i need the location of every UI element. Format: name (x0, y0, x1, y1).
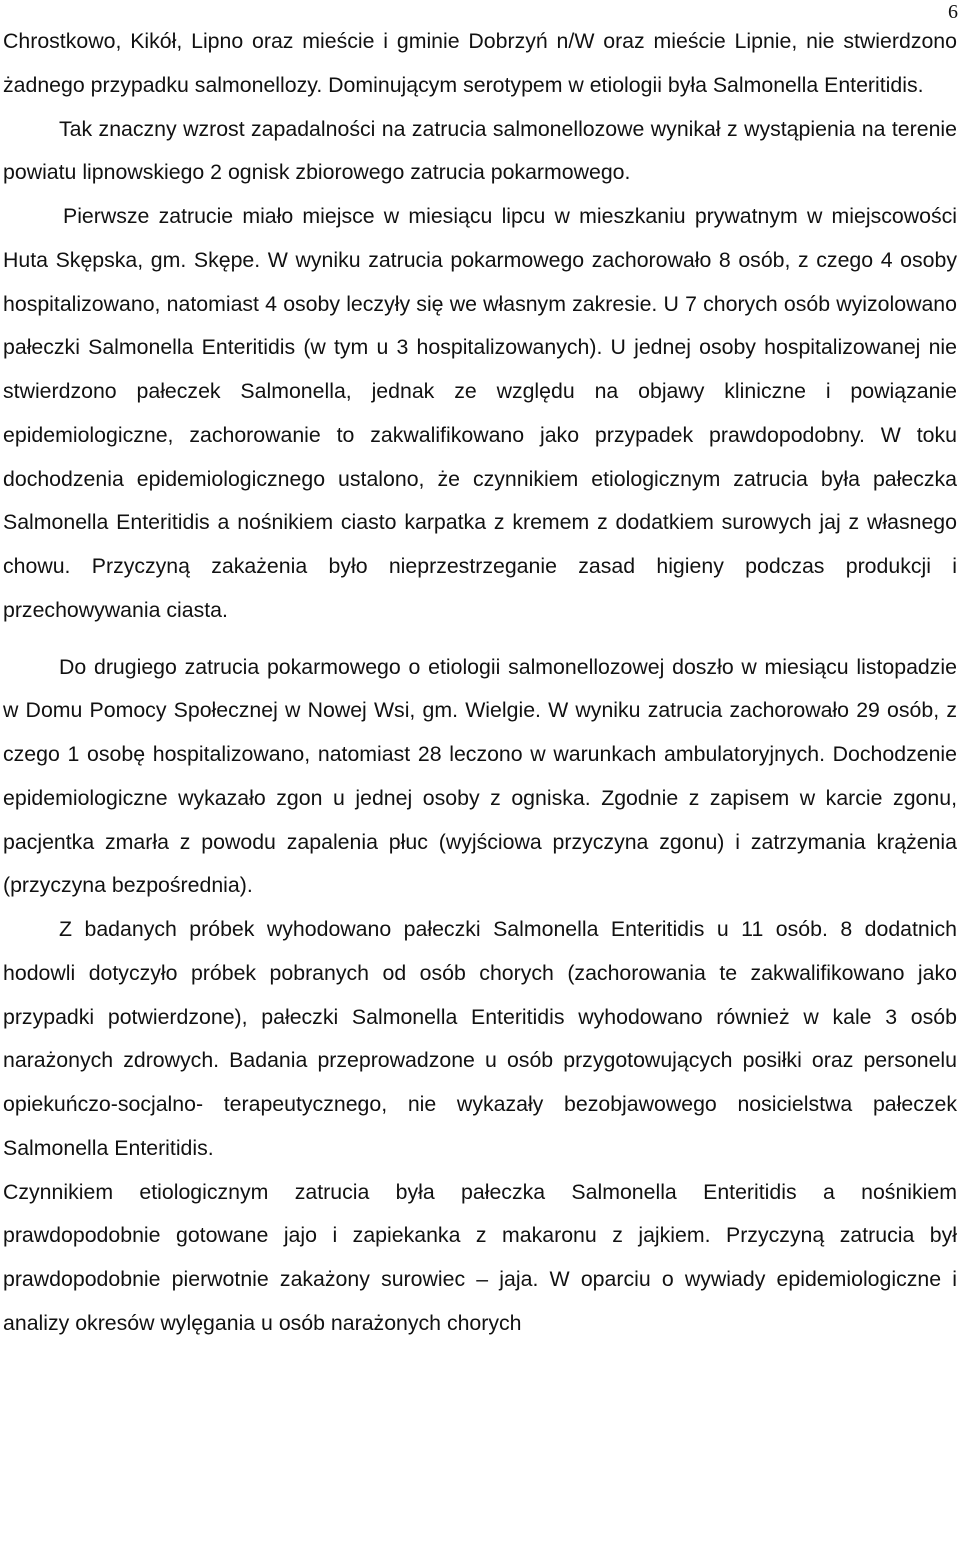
paragraph-1: Chrostkowo, Kikół, Lipno oraz mieście i gminie Dobrzyń n/W oraz mieście Lipnie, nie stwierdzono żadnego przypadku salmonellozy. Dominującym serotypem w etiologii była Salmonella Enteritidis. (3, 29, 957, 97)
document-body (3, 20, 957, 1346)
page-number: 6 (948, 1, 958, 23)
paragraph-2: Tak znaczny wzrost zapadalności na zatrucia salmonellozowe wynikał z wystąpienia na terenie powiatu lipnowskiego 2 ognisk zbiorowego zatrucia pokarmowego. (3, 116, 957, 185)
paragraph-6: Czynnikiem etiologicznym zatrucia była pałeczka Salmonella Enteritidis a nośnikiem prawdopodobnie gotowane jajo i zapiekanka z makaronu z jajkiem. Przyczyną zatrucia był prawdopodobnie pierwotnie zakażony surowiec – jaja. W oparciu o wywiady epidemiologiczne i analizy okresów wylęgania u osób narażonych chorych (3, 1179, 957, 1335)
paragraph-3: Pierwsze zatrucie miało miejsce w miesiącu lipcu w mieszkaniu prywatnym w miejscowości Huta Skępska, gm. Skępe. W wyniku zatrucia pokarmowego zachorowało 8 osób, z czego 4 osoby hospitalizowano, natomiast 4 osoby leczyły się we własnym zakresie. U 7 chorych osób wyizolowano pałeczki Salmonella Enteritidis (w tym u 3 hospitalizowanych). U jednej osoby hospitalizowanej nie stwierdzono pałeczek Salmonella, jednak ze względu na objawy kliniczne i powiązanie epidemiologiczne, zachorowanie to zakwalifikowano jako przypadek prawdopodobny. W toku dochodzenia epidemiologicznego ustalono, że czynnikiem etiologicznym zatrucia była pałeczka Salmonella Enteritidis a nośnikiem ciasto karpatka z kremem z dodatkiem surowych jaj z własnego chowu. Przyczyną zakażenia było nieprzestrzeganie zasad higieny podczas produkcji i przechowywania ciasta. (3, 204, 957, 622)
paragraph-5: Z badanych próbek wyhodowano pałeczki Salmonella Enteritidis u 11 osób. 8 dodatnich hodowli dotyczyło próbek pobranych od osób chorych (zachorowania te zakwalifikowano jako przypadki potwierdzone), pałeczki Salmonella Enteritidis wyhodowano również w kale 3 osób narażonych zdrowych. Badania przeprowadzone u osób przygotowujących posiłki oraz personelu opiekuńczo-socjalno- terapeutycznego, nie wykazały bezobjawowego nosicielstwa pałeczek Salmonella Enteritidis. (3, 917, 957, 1160)
paragraph-4: Do drugiego zatrucia pokarmowego o etiologii salmonellozowej doszło w miesiącu listopadzie w Domu Pomocy Społecznej w Nowej Wsi, gm. Wielgie. W wyniku zatrucia zachorowało 29 osób, z czego 1 osobę hospitalizowano, natomiast 28 leczono w warunkach ambulatoryjnych. Dochodzenie epidemiologiczne wykazało zgon u jednej osoby z ogniska. Zgodnie z zapisem w karcie zgonu, pacjentka zmarła z powodu zapalenia płuc (wyjściowa przyczyna zgonu) i zatrzymania krążenia (przyczyna bezpośrednia). (3, 654, 957, 898)
